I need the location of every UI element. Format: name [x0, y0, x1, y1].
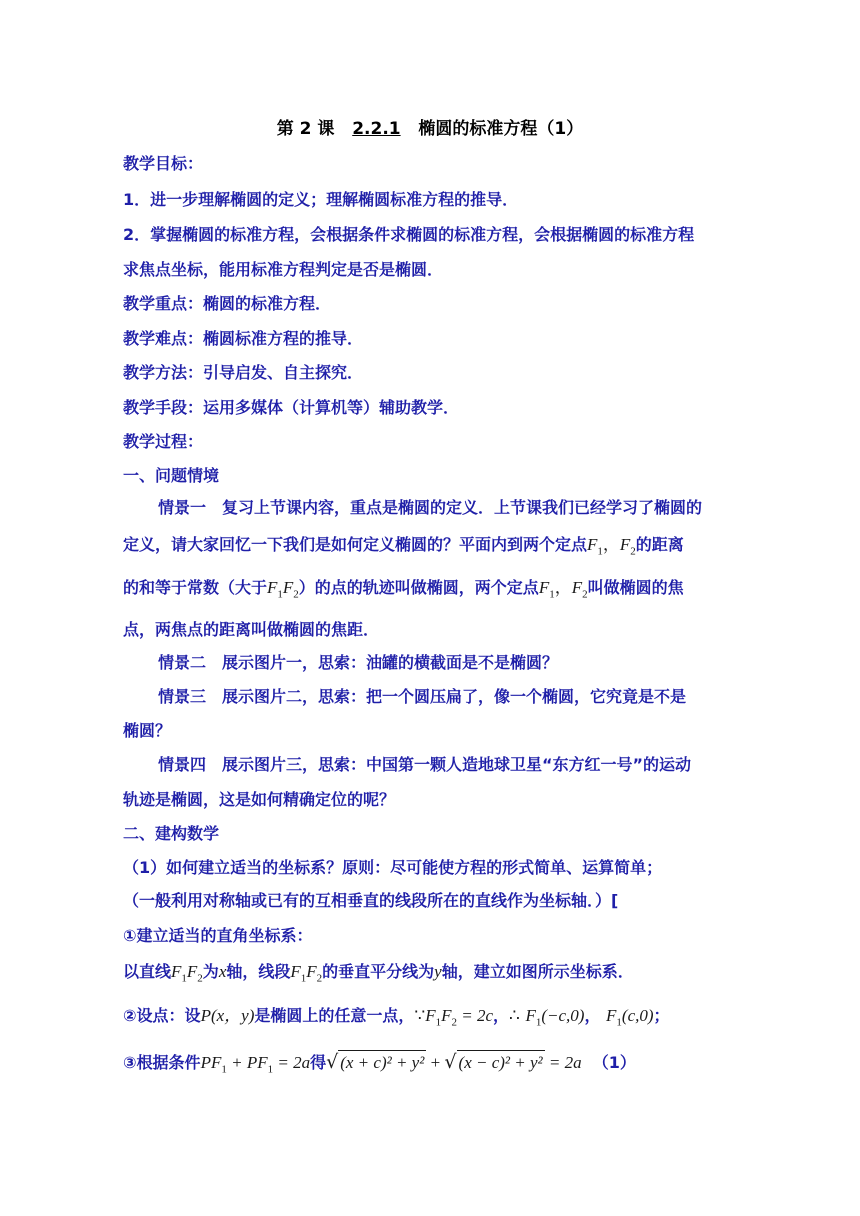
question-1: （1）如何建立适当的坐标系？原则：尽可能使方程的形式简单、运算简单； — [123, 858, 663, 877]
math-f1f2: $F_1F_2$ — [267, 578, 299, 601]
lesson-name: 椭圆的标准方程（1） — [418, 119, 584, 139]
section-number: 2.2.1 — [352, 119, 401, 139]
step-2: ②设点：设P(x，y)是椭圆上的任意一点，$\because F_1F_2 = 2c$，∴ $F_1(-c,0)$， $F_1(c,0)$； — [123, 1006, 670, 1029]
question-1-note: （一般利用对称轴或已有的互相垂直的线段所在的直线作为坐标轴．）[ — [123, 891, 619, 910]
math-root-2: (x − c)² + y² — [457, 1050, 545, 1075]
key-point: 教学重点：椭圆的标准方程． — [123, 294, 332, 313]
scenario-4-line-1: 情景四 展示图片三，思索：中国第一颗人造地球卫星“东方红一号”的运动 — [158, 755, 692, 774]
process-heading: 教学过程： — [123, 432, 204, 451]
teaching-method: 教学方法：引导启发、自主探究． — [123, 363, 364, 382]
difficult-point: 教学难点：椭圆标准方程的推导． — [123, 329, 364, 348]
goal-1: 1．进一步理解椭圆的定义；理解椭圆标准方程的推导． — [123, 190, 519, 209]
section-1-heading: 一、问题情境 — [123, 466, 220, 485]
math-root-1: (x + c)² + y² — [338, 1050, 426, 1075]
goal-2-line-1: 2．掌握椭圆的标准方程，会根据条件求椭圆的标准方程，会根据椭圆的标准方程 — [123, 225, 695, 244]
step-3: ③根据条件$PF_1 + PF_1 = 2a$得√ (x + c)² + y² + √ (x − c)² + y² = 2a （1） — [123, 1051, 636, 1076]
lesson-number: 第 2 课 — [276, 119, 335, 139]
scenario-4-line-2: 轨迹是椭圆，这是如何精确定位的呢？ — [123, 790, 396, 809]
math-f1-f2-foci: $F_1$，$F_2$ — [538, 578, 588, 601]
scenario-1-line-1: 情景一 复习上节课内容，重点是椭圆的定义．上节课我们已经学习了椭圆的 — [158, 498, 703, 517]
goal-heading: 教学目标： — [123, 154, 204, 173]
scenario-1-line-2: 定义，请大家回忆一下我们是如何定义椭圆的？平面内到两个定点$F_1$，$F_2$的距离 — [123, 535, 684, 558]
scenario-2: 情景二 展示图片一，思索：油罐的横截面是不是椭圆？ — [158, 653, 559, 672]
math-f1-f2: $F_1$，$F_2$ — [587, 535, 636, 558]
scenario-3-line-2: 椭圆？ — [123, 721, 172, 740]
scenario-1-line-3: 的和等于常数（大于$F_1F_2$）的点的轨迹叫做椭圆，两个定点$F_1$，$F_2$叫做椭圆的焦 — [123, 578, 684, 601]
math-point-p: P(x，y) — [200, 1006, 255, 1025]
teaching-means: 教学手段：运用多媒体（计算机等）辅助教学． — [123, 398, 460, 417]
lesson-title — [0, 116, 860, 142]
goal-2-line-2: 求焦点坐标，能用标准方程判定是否是椭圆． — [123, 260, 444, 279]
section-2-heading: 二、建构数学 — [123, 824, 220, 843]
step-1: ①建立适当的直角坐标系： — [123, 926, 313, 945]
math-condition: $PF_1 + PF_1 = 2a$ — [200, 1053, 311, 1076]
scenario-3-line-1: 情景三 展示图片二，思索：把一个圆压扁了，像一个椭圆，它究竟是不是 — [158, 687, 687, 706]
scenario-1-line-4: 点，两焦点的距离叫做椭圆的焦距． — [123, 620, 380, 639]
axis-setup: 以直线$F_1F_2$为x轴，线段$F_1F_2$的垂直平分线为y轴，建立如图所示坐标系． — [123, 962, 634, 985]
